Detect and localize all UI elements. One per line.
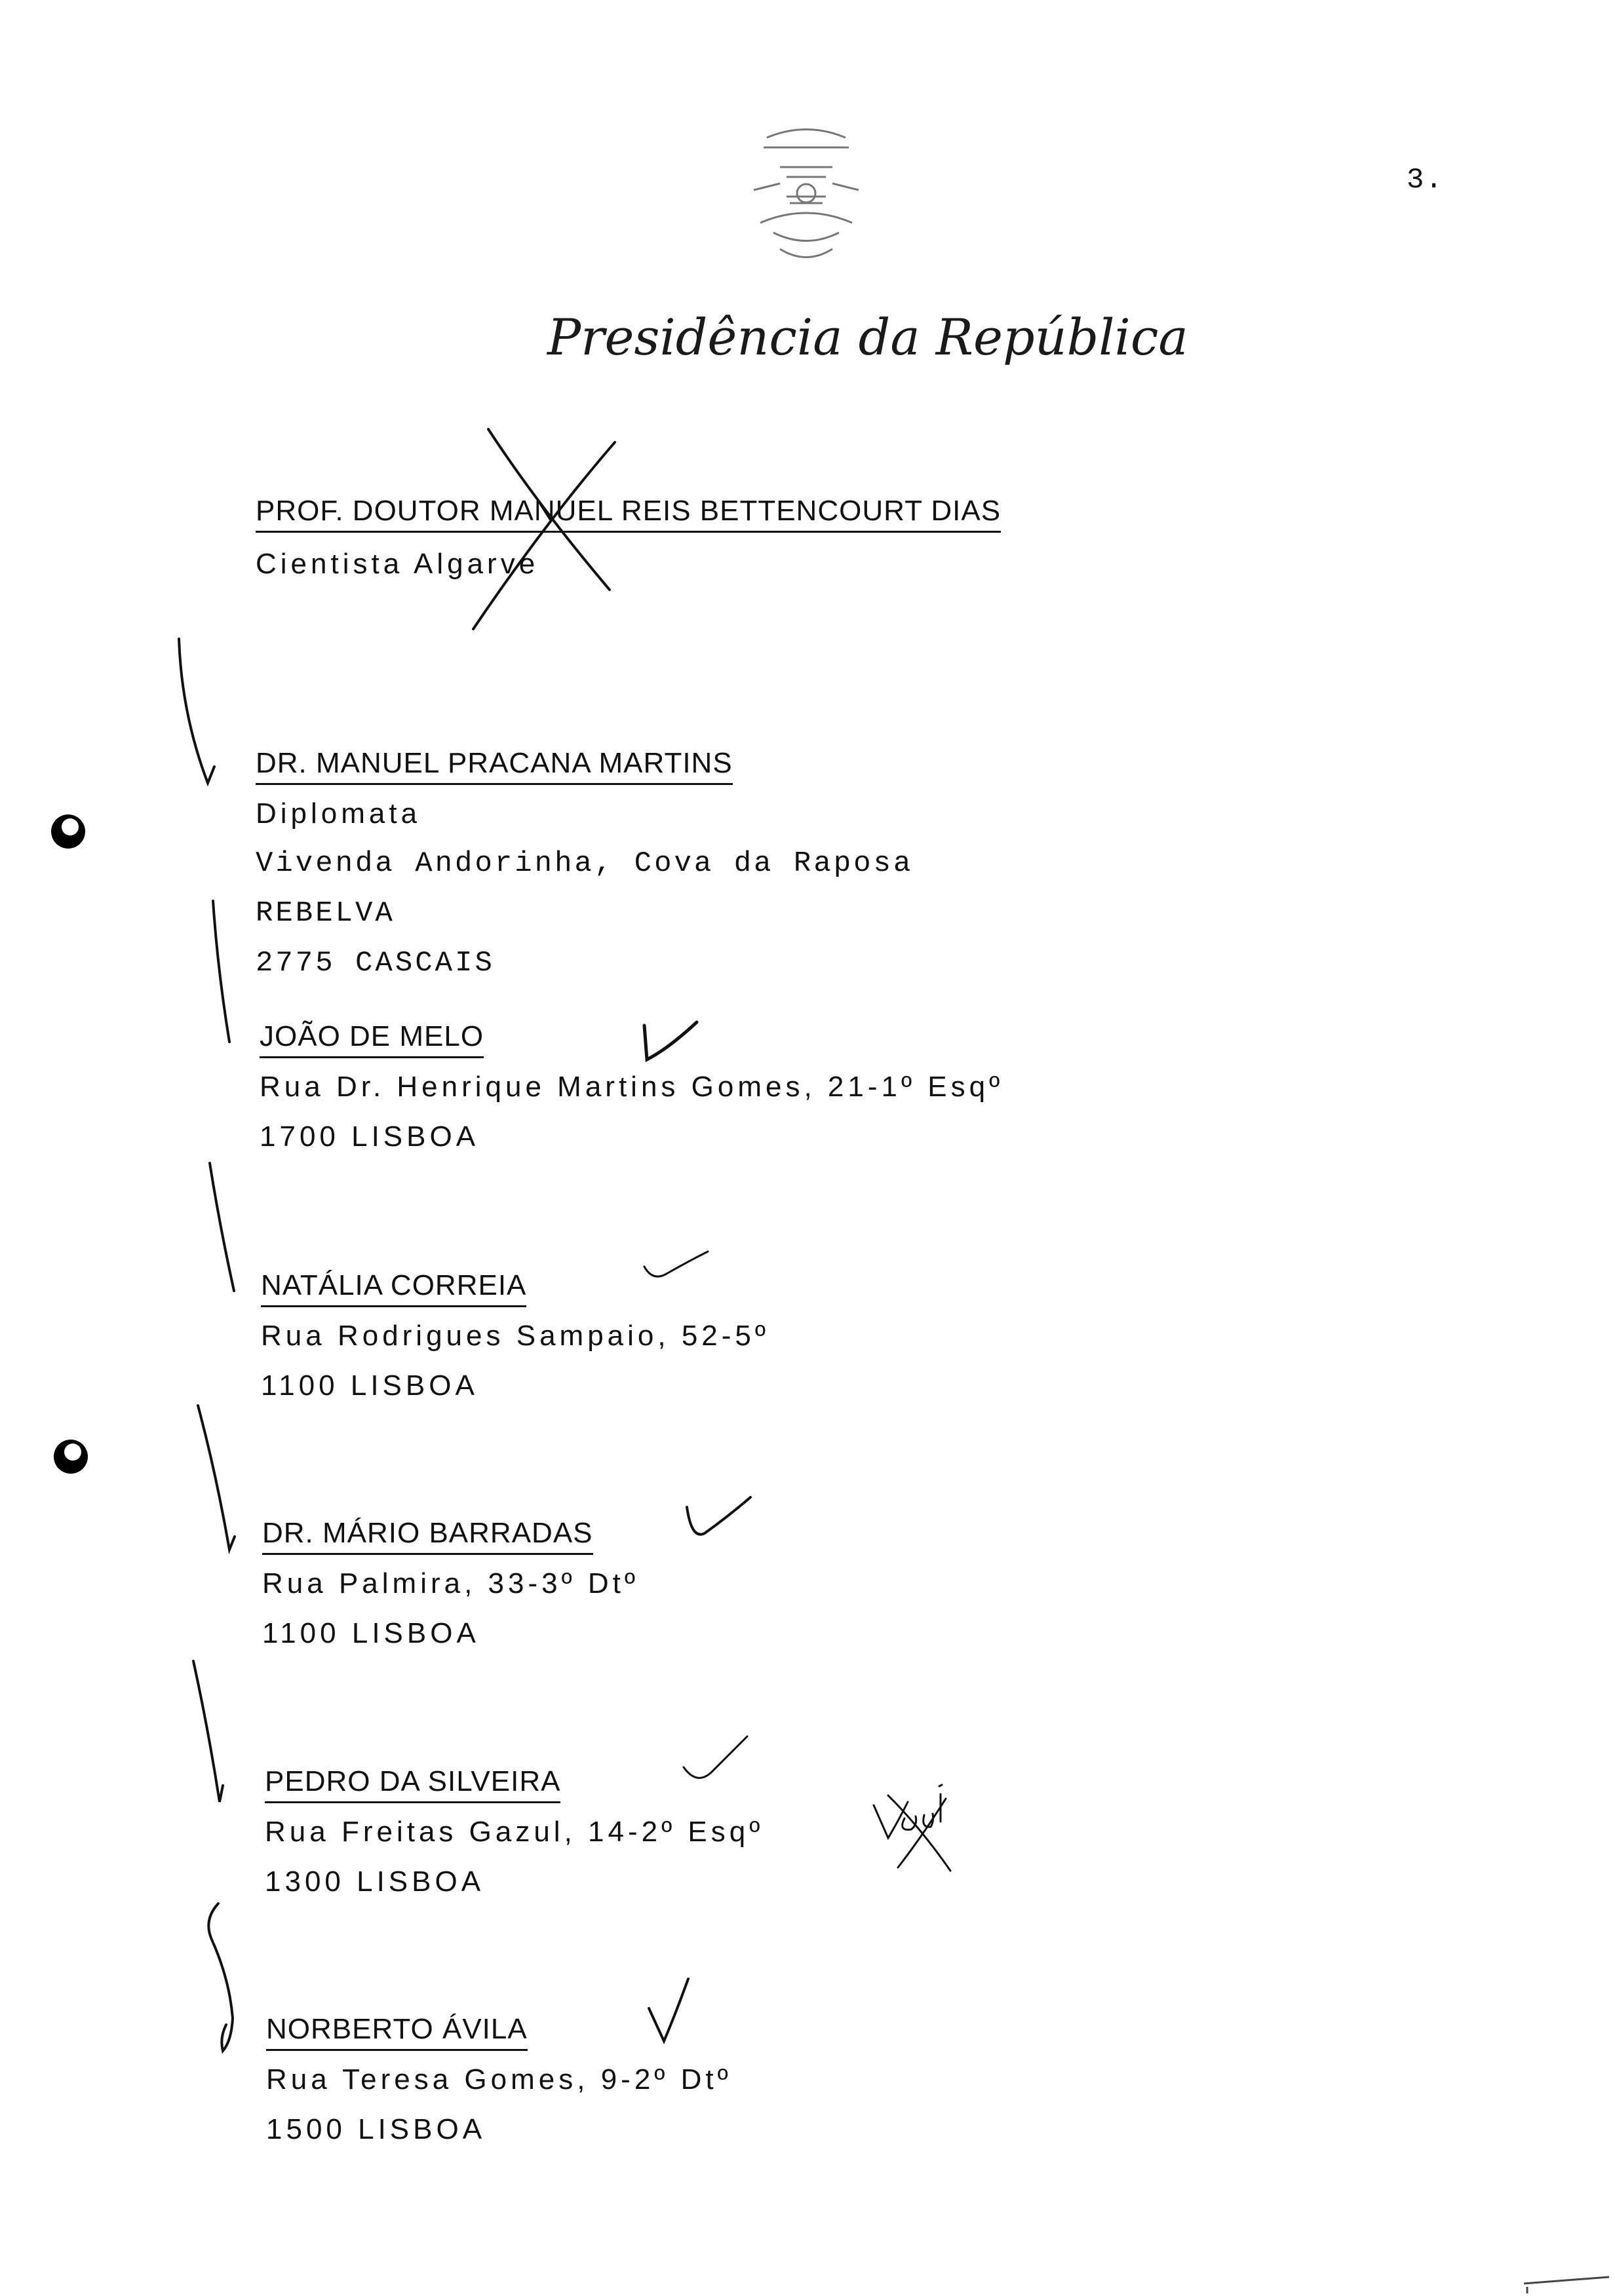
- entry-name: DR. MANUEL PRACANA MARTINS: [256, 747, 733, 785]
- margin-bracket-mark: [190, 1402, 249, 1559]
- margin-bracket-mark: [184, 1658, 243, 1808]
- margin-bracket-mark: [200, 1900, 259, 2057]
- address-entry: [265, 1765, 764, 1907]
- entry-line: 1100 LISBOA: [262, 1617, 480, 1649]
- address-entry: [261, 1269, 769, 1411]
- punch-hole: [51, 814, 85, 849]
- entry-name: PEDRO DA SILVEIRA: [265, 1765, 560, 1803]
- entry-line: 1100 LISBOA: [261, 1369, 478, 1402]
- check-mark: [639, 1019, 705, 1065]
- punch-hole: [54, 1440, 88, 1474]
- entry-name: NATÁLIA CORREIA: [261, 1269, 526, 1307]
- letterhead-title: Presidência da República: [547, 308, 1188, 366]
- coat-of-arms-emblem: [734, 118, 878, 275]
- entry-name: PROF. DOUTOR MANUEL REIS BETTENCOURT DIAS: [256, 495, 1001, 533]
- margin-bracket-mark: [200, 1160, 252, 1297]
- entry-name: DR. MÁRIO BARRADAS: [262, 1517, 593, 1555]
- page-number: 3.: [1407, 164, 1444, 197]
- entry-line: Vivenda Andorinha, Cova da Raposa: [256, 847, 914, 880]
- check-mark: [678, 1733, 750, 1786]
- entry-line: Cientista Algarve: [256, 547, 539, 580]
- address-entry: [260, 1020, 1003, 1162]
- margin-bracket-mark: [203, 898, 256, 1048]
- check-mark: [646, 1976, 698, 2048]
- entry-line: REBELVA: [256, 896, 395, 930]
- entry-line: Rua Freitas Gazul, 14-2º Esqº: [265, 1815, 764, 1848]
- entry-line: Rua Palmira, 33-3º Dtº: [262, 1567, 639, 1599]
- entry-line: 1500 LISBOA: [266, 2113, 486, 2145]
- handwritten-note-mark: [868, 1776, 973, 1874]
- check-mark: [639, 1248, 711, 1288]
- entry-line: Rua Rodrigues Sampaio, 52-5º: [261, 1319, 769, 1352]
- entry-line: 1300 LISBOA: [265, 1865, 485, 1898]
- entry-line: 1700 LISBOA: [260, 1120, 480, 1153]
- entry-line: Diplomata: [256, 797, 421, 830]
- cross-out-mark: [459, 419, 655, 636]
- entry-line: Rua Teresa Gomes, 9-2º Dtº: [266, 2063, 732, 2095]
- entry-line: Rua Dr. Henrique Martins Gomes, 21-1º Esqº: [260, 1070, 1004, 1103]
- entry-name: NORBERTO ÁVILA: [266, 2013, 528, 2051]
- address-entry: [262, 1517, 639, 1658]
- entry-line: 2775 CASCAIS: [256, 946, 495, 980]
- margin-bracket-mark: [167, 636, 226, 793]
- address-entry: [256, 747, 913, 988]
- page-edge-mark: [1521, 2254, 1612, 2293]
- entry-name: JOÃO DE MELO: [260, 1020, 484, 1058]
- check-mark: [682, 1494, 754, 1546]
